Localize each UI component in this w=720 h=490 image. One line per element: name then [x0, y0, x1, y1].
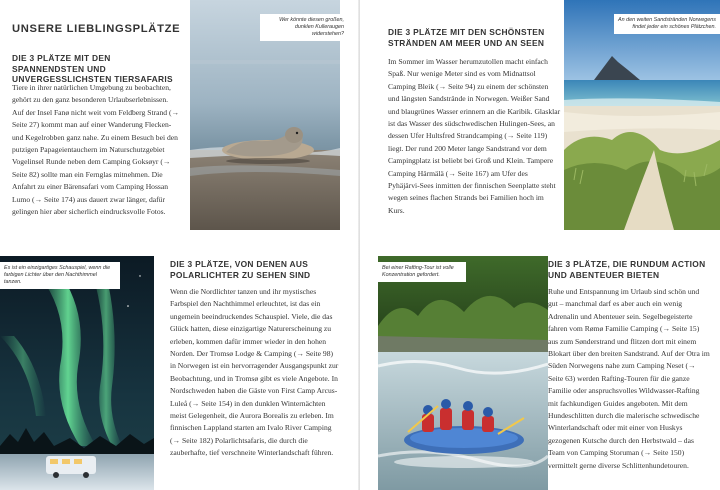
rafting-photo-caption: Bei einer Rafting-Tour ist volle Konzentration gefordert.: [378, 262, 466, 282]
body-beaches: Im Sommer im Wasser herumzutollen macht einfach Spaß. Nur wenige Meter sind es vom Midnattsol Camping Bleik (→ Seite 94) zu einem der schönsten und längsten Sandstrände in Norwegen. Weißer Sand und blaugrünes Wasser erinnern an die Karibik. Glasklar ist das Wasser des südschwedischen Hulingen-Sees, an dessen Ufer Hultsfred Strandcamping (→ Seite 119) liegt. Der rund 200 Meter lange Sandstrand vor dem Campingplatz ist beliebt bei Groß und Klein. Tampere Camping Härmälä (→ Seite 167) am Ufer des Pyhäjärvi-Sees inmitten der finnischen Seenplatte steht wegen seines flachen Strands bei Familien hoch im Kurs.: [388, 57, 561, 215]
body-action-adventure: Ruhe und Entspannung im Urlaub sind schön und gut – manchmal darf es aber auch ein wenig Adrenalin und Abenteuer sein. Segelbegeisterte fahren vom Rømø Familie Camping (→ Seite 15) aus zum Sønderstrand und flitzen dort mit einem Blokart über den breiten Sandstrand. Auf der Otra im Süden Norwegens nahe zum Camping Neset (→ Seite 63) werden Rafting-Touren für die ganze Familie oder anspruchsvolles Wildwasser-Rafting mit fachkundigen Guides angeboten. Mit dem Hundeschlitten durch die malerische schwedische Winterlandschaft oder mit einer von Huskys gezogenen Kutsche durch den Herbstwald – das Team von Camping Storuman (→ Seite 150) vermittelt gerne diverse Schlittenhundetouren.: [548, 287, 710, 470]
body-wildlife-safaris: Tiere in ihrer natürlichen Umgebung zu beobachten, gehört zu den ganz besonderen Urlaubserlebnissen. Auf der Insel Fanø nicht weit vom Feldberg Strand (→ Seite 27) kommt man auf einer Wanderung Flecken- und Kegelrobben ganz nahe. Zu einem Besuch bei den putzigen Papageientauchern im Naturschutzgebiet Vogelinsel Runde neben dem Camping Goksøyr (→ Seite 82) sollte man ein Fernglas mitnehmen. Die Anfahrt zu einer Bärensafari vom Camping Hossan Lumo (→ Seite 174) aus dauert zwar länger, dafür gelingen hier aber sicherlich eindrucksvolle Fotos.: [12, 83, 180, 217]
body-northern-lights: Wenn die Nordlichter tanzen und ihr mystisches Farbspiel den Nachthimmel erleuchtet, ist das ein ungemein beeindruckendes Schauspiel. Viele, die das Glück hatten, diese einzigartige Naturerscheinung zu erleben, kommen dafür immer wieder in den hohen Norden. Der Tromsø Lodge & Camping (→ Seite 98) in Norwegen ist ein hervorragender Ausgangspunkt zur Beobachtung, und in Tromsø gibt es viele Angebote. In Nordschweden haben die Gäste von First Camp Arcus-Luleå (→ Seite 154) in den dunklen Winternächten meist Gelegenheit, die Aurora Borealis zu erleben. Im finnischen Lappland starten am Ivalo River Camping (→ Seite 182) Polarlichtsafaris, die durch die zauberhafte, tief verschneite Winterlandschaft führen.: [170, 287, 339, 458]
aurora-photo-illustration: [0, 256, 154, 490]
heading-northern-lights: DIE 3 PLÄTZE, VON DENEN AUS POLARLICHTER ZU SEHEN SIND: [170, 259, 311, 280]
heading-wildlife-safaris: DIE 3 PLÄTZE MIT DEN SPANNENDSTEN UND UNVERGESSLICHSTEN TIERSAFARIS: [12, 53, 173, 84]
heading-action-adventure: DIE 3 PLÄTZE, DIE RUNDUM ACTION UND ABENTEUER BIETEN: [548, 259, 706, 280]
seal-photo-caption: Wer könnte diesen großen, dunklen Kulleraugen widerstehen?: [260, 14, 348, 41]
aurora-photo: [0, 256, 154, 490]
right-page: [360, 0, 720, 490]
aurora-photo-caption: Es ist ein einzigartiges Schauspiel, wenn die farbigen Lichter über den Nachthimmel tanzen.: [0, 262, 120, 289]
beach-photo-caption: An den weiten Sandstränden Norwegens findet jeder ein schönes Plätzchen.: [614, 14, 720, 34]
beach-photo: [564, 0, 720, 230]
heading-beaches: DIE 3 PLÄTZE MIT DEN SCHÖNSTEN STRÄNDEN AM MEER UND AN SEEN: [388, 27, 545, 48]
page-main-title: UNSERE LIEBLINGSPLÄTZE: [12, 23, 181, 35]
beach-photo-illustration: [564, 0, 720, 230]
rafting-photo: [378, 256, 548, 490]
rafting-photo-illustration: [378, 256, 548, 490]
